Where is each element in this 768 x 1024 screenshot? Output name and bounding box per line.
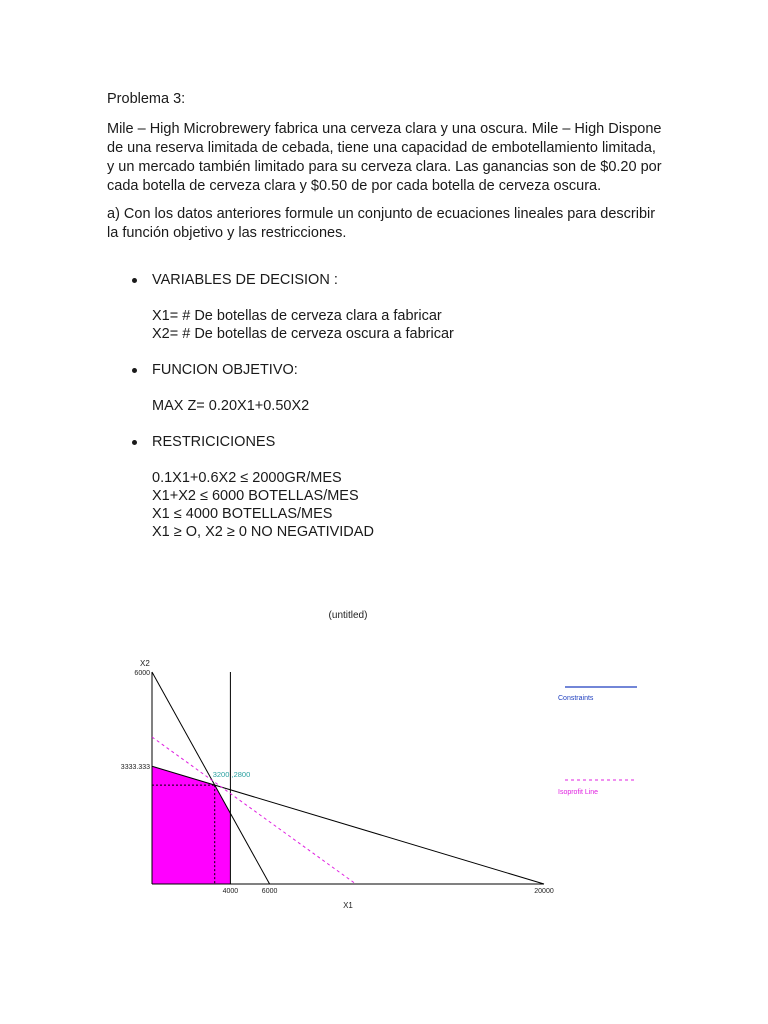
section-variables [107, 271, 667, 343]
bullet-icon [132, 440, 137, 445]
legend-constraints-label: Constraints [558, 695, 594, 702]
y-tick-label: 6000 [134, 670, 150, 677]
problem-statement: Mile – High Microbrewery fabrica una cerveza clara y una oscura. Mile – High Dispone de una reserva limitada de cebada, tiene una capacidad de embotellamiento limitada, y un mercado también limitado para su cerveza clara. Las ganancias son de $0.20 por cada botella de cerveza clara y $0.50 de por cada botella de cerveza oscura. [107, 121, 662, 194]
bullet-icon [132, 368, 137, 373]
objective-function: MAX Z= 0.20X1+0.50X2 [152, 398, 310, 414]
constraint-market: X1 ≤ 4000 BOTELLAS/MES [152, 506, 333, 522]
x-tick-label: 20000 [534, 888, 554, 895]
document-page [107, 90, 667, 559]
x-axis-label: X1 [343, 901, 353, 910]
x-tick-label: 4000 [222, 888, 239, 895]
section-heading: VARIABLES DE DECISION : [152, 272, 338, 288]
constraint-barley: 0.1X1+0.6X2 ≤ 2000GR/MES [152, 470, 342, 486]
variable-x1: X1= # De botellas de cerveza clara a fabricar [152, 308, 442, 324]
feasible-region [152, 766, 230, 884]
y-tick-label: 3333.333 [120, 764, 150, 772]
x-tick-label: 6000 [261, 888, 278, 895]
lp-graph [110, 600, 670, 920]
section-heading: FUNCION OBJETIVO: [152, 362, 298, 378]
chart-title: (untitled) [328, 610, 368, 621]
section-objective [107, 361, 667, 415]
section-constraints [107, 433, 667, 541]
problem-title: Problema 3: [107, 91, 186, 107]
variable-x2: X2= # De botellas de cerveza oscura a fabricar [152, 326, 454, 342]
section-heading: RESTRICICIONES [152, 434, 276, 450]
question-a: a) Con los datos anteriores formule un conjunto de ecuaciones lineales para describir la función objetivo y las restricciones. [107, 206, 656, 241]
y-axis-label: X2 [140, 659, 150, 668]
bullet-icon [132, 278, 137, 283]
constraint-bottling: X1+X2 ≤ 6000 BOTELLAS/MES [152, 488, 359, 504]
legend-isoprofit-label: Isoprofit Line [558, 789, 599, 796]
constraint-nonnegativity: X1 ≥ O, X2 ≥ 0 NO NEGATIVIDAD [152, 524, 374, 540]
lp-graph-svg [110, 600, 670, 920]
optimum-label: 3200 ,2800 [212, 770, 251, 780]
